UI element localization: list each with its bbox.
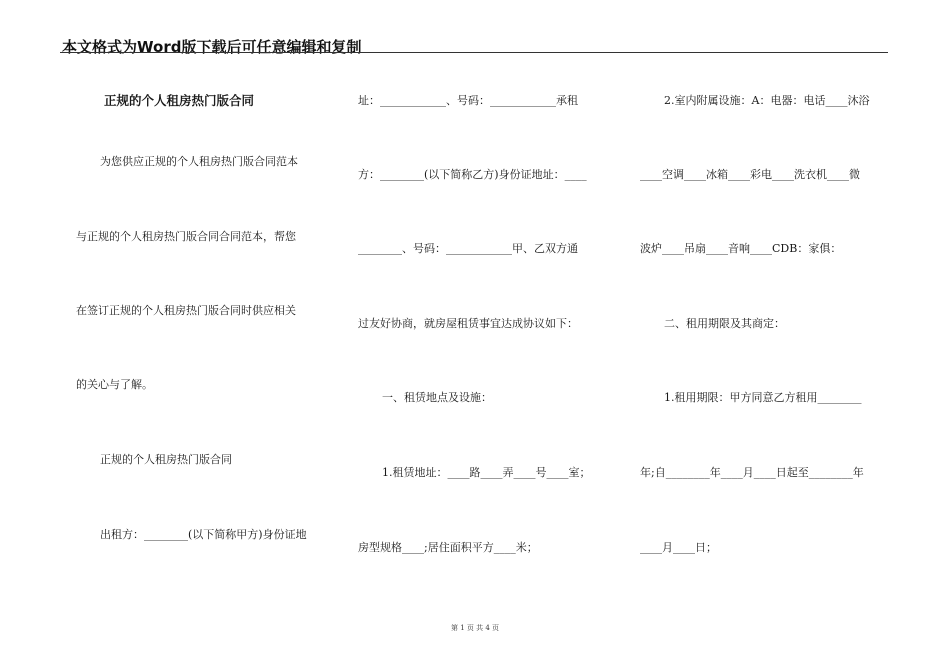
paragraph-line: 在签订正规的个人租房热门版合同时供应相关: [76, 304, 296, 317]
document-title: 正规的个人租房热门版合同: [104, 93, 255, 108]
paragraph-line: 出租方：________(以下简称甲方)身份证地: [100, 528, 307, 541]
paragraph-line: ________、号码：____________甲、乙双方通: [358, 242, 578, 255]
paragraph-line: 方：________(以下简称乙方)身份证地址：____: [358, 168, 587, 181]
header-rule: [60, 52, 888, 53]
page-footer: 第 1 页 共 4 页: [450, 624, 500, 632]
section-heading: 一、租赁地点及设施：: [382, 391, 492, 404]
paragraph-line: 过友好协商，就房屋租赁事宜达成协议如下：: [358, 317, 578, 330]
paragraph-line: 波炉____吊扇____音响____CDB：家俱：: [640, 242, 842, 255]
section-heading: 二、租用期限及其商定：: [664, 317, 785, 330]
paragraph-line: ____月____日；: [640, 541, 717, 554]
paragraph-line: 址：____________、号码：____________承租: [358, 94, 578, 107]
paragraph-line: 2.室内附属设施：A：电器：电话____沐浴: [664, 94, 870, 107]
paragraph-line: 房型规格____;居住面积平方____米；: [358, 541, 538, 554]
paragraph-line: 1.租用期限：甲方同意乙方租用________: [664, 391, 862, 404]
paragraph-line: 为您供应正规的个人租房热门版合同范本: [100, 155, 298, 168]
paragraph-line: 与正规的个人租房热门版合同合同范本，帮您: [76, 230, 296, 243]
paragraph-line: 正规的个人租房热门版合同: [100, 453, 232, 466]
paragraph-line: 1.租赁地址：____路____弄____号____室；: [382, 466, 591, 479]
paragraph-line: ____空调____冰箱____彩电____洗衣机____微: [640, 168, 860, 181]
paragraph-line: 的关心与了解。: [76, 378, 153, 391]
paragraph-line: 年;自________年____月____日起至________年: [640, 466, 864, 479]
header-title: 本文格式为Word版下载后可任意编辑和复制: [62, 38, 362, 56]
